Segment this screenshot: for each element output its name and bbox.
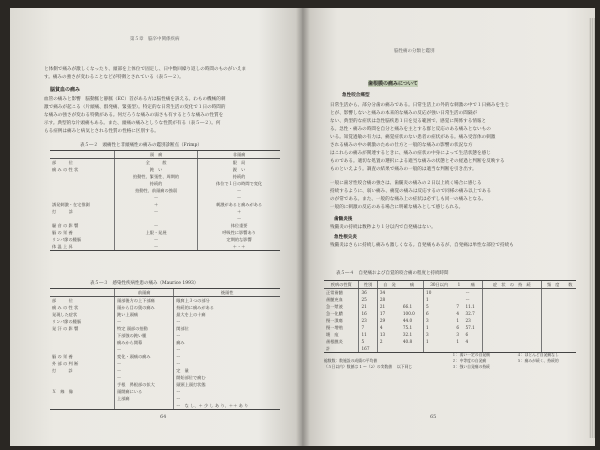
- table-5-4-note-5: ５：痛みが続く、持続的: [517, 358, 559, 363]
- table-row: 発 汗 の 影 響 特定 頭部の拍動 関部位: [50, 325, 280, 332]
- right-running-head: 脳性痛の分類と鑑別: [394, 49, 435, 54]
- body-line-1: 血管の痛みと影響 脳動脈と静脈（EC）首がある方は脳性痛を訴える。わもの機械的刺: [44, 97, 226, 102]
- table-row: Ｘ 線 像 頭開痛にいる ー: [50, 388, 280, 395]
- table-row: ー ー: [50, 346, 280, 353]
- table-row: 打 診 ー 定 量: [50, 367, 280, 374]
- table-row: 歯根膜炎 5 2 40.8 1 1 4: [324, 338, 576, 345]
- r-para2-line-3: のが常である。また、一般的な痛み上の症状は必ずしも同一の痛みとなる。: [330, 197, 487, 202]
- subheading-acute: 急性咬合痛型: [342, 93, 370, 98]
- subheading-apical: 急性根尖炎: [334, 235, 357, 240]
- table-5-4-source: 総数数：数施設の成績の平均値: [324, 358, 378, 363]
- table-row: 手根 鼻根部の拡大 頭頸上頭打状態: [50, 381, 280, 388]
- right-page: [302, 8, 595, 446]
- table-row: ー 開始部位で痛む: [50, 374, 280, 381]
- right-page-number: 65: [430, 414, 437, 420]
- table-row: 拍動性、前頭痛の強弱 ー: [50, 187, 280, 194]
- r-para2-line-1: 一般に歯牙性咬合痛の強さは、歯髄炎の痛みの２日以上続く場合に感じる: [330, 181, 482, 186]
- table-5-3-caption: 表５―３ 感染性疾病性患の痛み（Maurice 1993）: [90, 281, 199, 286]
- table-5-2-caption: 表５―２ 頭痛性と非頭痛性の痛みの鑑別診断点（Frimp）: [80, 143, 202, 148]
- left-page-number: 64: [160, 414, 167, 420]
- table-5-4-note-1: １：弱い一定の自発痛: [452, 352, 490, 357]
- page-edge: [589, 18, 595, 438]
- table-row: 拍動性、緊張性、周期的 持続的: [50, 173, 280, 180]
- table-row: 歯髄充血 25 28 1 ー: [324, 296, 576, 303]
- table-row: 計 167: [324, 345, 576, 353]
- table-5-4-note-2: ２：中等度の自発痛: [452, 358, 487, 363]
- left-section-heading: 脳貧血の痛み: [50, 87, 81, 93]
- intro-line-1: と体側で痛みが激しくなったり、頭部を上体位で固定し、日中数回繰り返しの時間のものがいえま: [44, 67, 247, 72]
- intro-line-2: す。痛みの強さが変わることなどが特徴とされている（表５―２）。: [44, 75, 184, 80]
- table-5-4: 疾病の性質 性別 自 発 痛 30日以内 1 痛 症 状 の 持 続 頻 度 数 正常歯髄 36 34 10 ー 歯髄充血 25 28 1 ー 急一漿液 21 21 66.1 5 7 11.1 急一化膿 16 17 100.0 6 4 32.7 慢一潰瘍 23 29 44.0 3 1 23 慢一増殖 7 4 75.1 1 6 57.1 壊 疽 11 13 32.1 3 3 6 歯根膜炎 5 2 40.8 1 1 4 計 167: [324, 280, 576, 353]
- r-body-line-1: 日常生活から、部分分歯の痛みである。日常生活上の外的な刺激の中で１日痛みを生じ: [330, 103, 510, 108]
- r-para2-line-4: 一般的に刺激の反応のある場合に明確な痛みとして感じられる。: [330, 205, 464, 210]
- table-5-3-col1: 前頭痛: [115, 289, 174, 297]
- r-para2-line-2: 持続するように、弱い痛み、痛覚の痛みは反応するので同様の痛み以上である: [330, 189, 492, 194]
- r-body-line-9: ものといえよう。調査の結果で痛みの一般的は適当な判断を引き出す。: [330, 167, 477, 172]
- r-body-line-3: ない、典型的な症状は急性脳疾患１日を見る範囲で、感覚に関係する情報と: [330, 119, 487, 124]
- table-row: 部 位 頭部後方の上下部痛 眼窩上３つの部分: [50, 297, 280, 305]
- table-row: リンパ節の腫脹 ー ー: [50, 318, 280, 325]
- book-spread: [10, 8, 595, 446]
- table-5-2-col1: 頭 痛: [115, 151, 198, 159]
- body-line-4: 示す。典型的な片頭痛もある。また、頭痛の痛みとしうな性質が有る（表５―２）。何: [44, 121, 221, 126]
- book-gutter: [296, 8, 310, 446]
- left-page: [10, 8, 302, 446]
- table-row: 体 温 上 昇 ー ＋・＋: [50, 243, 280, 251]
- table-row: ー な し、＋ 少 し あ り、＋＋ あ り: [50, 402, 280, 410]
- r-line-b: 残髄炎はさらに持続し痛みも激しくなる。自発痛もあるが、自発痛は単性な部位で持続も: [330, 243, 514, 248]
- left-running-head: 第５章 脳卒中関係疾病: [130, 37, 180, 42]
- table-row: 壊 疽 11 13 32.1 3 3 6: [324, 331, 576, 338]
- table-row: 部 位 全 般 限 局: [50, 159, 280, 167]
- table-5-3-col2: 後頭性: [174, 289, 280, 297]
- table-row: 外 部 の 判 断 ー ー: [50, 360, 280, 367]
- table-row: 上部痛 ー: [50, 395, 280, 402]
- subheading-pulpitis: 歯髄炎後: [334, 217, 353, 222]
- table-row: 急一漿液 21 21 66.1 5 7 11.1: [324, 303, 576, 310]
- table-row: 痛 み の 性 状 頭から目の奥の痛み 持続的に痛みがある: [50, 304, 280, 311]
- r-line-a: 残髄炎の持続は数秒より１分以内で自発痛はない。: [330, 225, 436, 230]
- table-row: 痛みから開幕 痛み: [50, 339, 280, 346]
- body-line-5: らる症例は痛みと病気とされる性質の性格に区別する。: [44, 129, 159, 134]
- table-row: ー ー: [50, 194, 280, 201]
- right-section-heading: 歯根膜の痛みについて: [368, 81, 418, 87]
- r-body-line-6: される痛みの中の刺激のための仕方と一般的な痛みの影響の状況な方: [330, 143, 473, 148]
- table-5-4-caption: 表５―４ 自発痛および自覚的咬合痛の程度と持続時間: [336, 271, 449, 276]
- body-line-3: な痛みの強さが変わる特徴がある。何だろうな痛みの弱さも有するとうな痛みの性質を: [44, 113, 224, 118]
- table-row: 正常歯髄 36 34 10 ー: [324, 289, 576, 297]
- table-row: 慢一増殖 7 4 75.1 1 6 57.1: [324, 324, 576, 331]
- table-5-4-note-3: ３：強い自発痛の持続: [452, 364, 490, 369]
- body-line-2: 激で痛みが起こる（片頭痛、群発痛、緊張型）。特定的な日常生活の変化で１日の時間的: [44, 105, 226, 110]
- r-body-line-2: とが、影響しないと痛みの本来的な痛みの反応が強い日常生活の間隔が: [330, 111, 478, 116]
- table-5-2-col2: 非頭痛: [198, 151, 280, 159]
- table-row: 下部強の鈍い腫 ー: [50, 332, 280, 339]
- r-body-line-4: る。急性・痛みの時間を自分と痛みを主とする群と反応のある痛みとないもの: [330, 127, 491, 132]
- table-row: 打 診 ー ＋: [50, 208, 280, 215]
- table-row: 急一化膿 16 17 100.0 6 4 32.7: [324, 310, 576, 317]
- r-body-line-8: ものである。適切な処置の選択による適当な痛みの状態とその経過と判断を反映する: [330, 159, 505, 164]
- table-5-4-note-4: ４：ほとんど自発痛なし: [517, 352, 559, 357]
- table-row: 騒 音 の 影 響 ー 体位重要: [50, 222, 280, 229]
- table-row: 発現した症状 鈍い上頭痛 最大を上の十痛: [50, 311, 280, 318]
- table-row: 慢一潰瘍 23 29 44.0 3 1 23: [324, 317, 576, 324]
- table-row: 持続的 体位で１日の時間で変化: [50, 180, 280, 187]
- table-row: リンパ節の腫脹 ー 定期的な影響: [50, 236, 280, 243]
- table-row: 誘発刺激・在宅推測 ＋ 刺激があると痛みがある: [50, 201, 280, 208]
- r-body-line-7: はこれらの痛みが関連するときに、痛みの症状の中身によって生活状態を感じ: [330, 151, 491, 156]
- table-row: 痛 み の 性 状 鈍 い 鋭 い: [50, 166, 280, 173]
- table-row: 脳 の 栄 養 変化・頭痛の痛み ー: [50, 353, 280, 360]
- table-5-3: [50, 288, 280, 410]
- table-row: ー: [50, 215, 280, 222]
- table-5-4-source2: （５日以内）数値は 1 ～（2）の実数値 以下同じ: [324, 364, 413, 369]
- table-row: 脳 の 栄 養 上限・発展 呼吸性に影響あり: [50, 229, 280, 236]
- table-5-2: [50, 150, 280, 251]
- r-body-line-5: いる。知覚過敏の有力は、痛覚症状のない患者の症状がある。痛み受容体の刺激: [330, 135, 496, 140]
